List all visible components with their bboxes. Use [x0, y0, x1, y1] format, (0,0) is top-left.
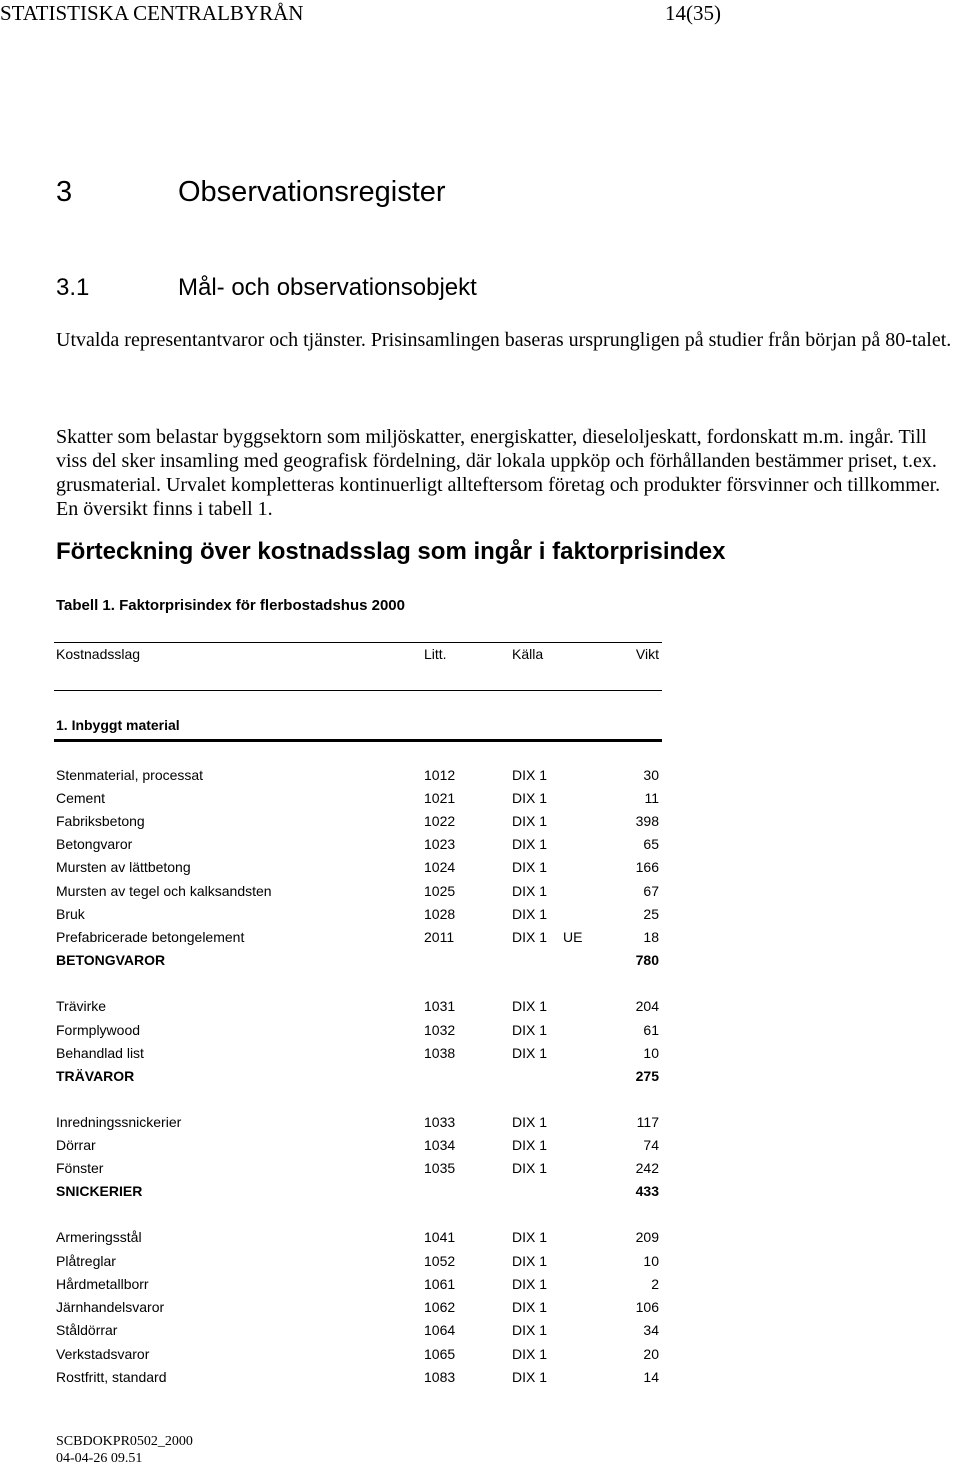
cell-kalla: DIX 1: [512, 1322, 548, 1338]
cell-kalla: DIX 1: [512, 767, 548, 783]
cell-kalla: DIX 1: [512, 813, 548, 829]
subtotal-row: [0, 1068, 700, 1088]
cell-vikt: 433: [635, 1183, 659, 1199]
cell-kostnadsslag: SNICKERIER: [56, 1183, 143, 1199]
table-row: [0, 859, 700, 879]
table-caption: Tabell 1. Faktorprisindex för flerbostadshus 2000: [56, 597, 405, 614]
cell-kostnadsslag: Mursten av lättbetong: [56, 859, 191, 875]
cell-kalla: DIX 1: [512, 1369, 548, 1385]
cell-kostnadsslag: Rostfritt, standard: [56, 1369, 167, 1385]
cell-kostnadsslag: Formplywood: [56, 1022, 141, 1038]
table-header-row: [0, 646, 700, 666]
column-header-name: Kostnadsslag: [56, 646, 141, 662]
table-row: [0, 813, 700, 833]
cell-kostnadsslag: TRÄVAROR: [56, 1068, 135, 1084]
cell-litt: 1061: [424, 1276, 456, 1292]
cell-vikt: 117: [636, 1114, 659, 1130]
page-footer: [56, 1433, 193, 1467]
cell-note: UE: [563, 929, 583, 945]
table-row: [0, 1229, 700, 1249]
cell-litt: 1062: [424, 1299, 456, 1315]
cell-litt: 1064: [424, 1322, 456, 1338]
cell-kalla: DIX 1: [512, 790, 548, 806]
cell-kalla: DIX 1: [512, 1346, 548, 1362]
cell-vikt: 166: [635, 859, 659, 875]
cell-kalla: DIX 1: [512, 1253, 548, 1269]
cell-litt: 1021: [424, 790, 456, 806]
cell-litt: 1033: [424, 1114, 456, 1130]
cell-kostnadsslag: Hårdmetallborr: [56, 1276, 149, 1292]
cell-litt: 1023: [424, 836, 456, 852]
chapter-heading: [56, 176, 446, 209]
cell-kostnadsslag: Fönster: [56, 1160, 104, 1176]
paragraph: Utvalda representantvaror och tjänster. Prisinsamlingen baseras ursprungligen på studier från början på 80-talet.: [56, 329, 952, 351]
cell-vikt: 30: [643, 767, 659, 783]
cell-vikt: 34: [643, 1322, 659, 1338]
table-row: [0, 906, 700, 926]
cell-litt: 1025: [424, 883, 456, 899]
table-row: [0, 1253, 700, 1273]
table-row: [0, 883, 700, 903]
cell-kalla: DIX 1: [512, 1299, 548, 1315]
org-name: STATISTISKA CENTRALBYRÅN: [0, 1, 304, 25]
cell-litt: 1038: [424, 1045, 456, 1061]
cell-kalla: DIX 1: [512, 1022, 548, 1038]
table-row: [0, 1045, 700, 1065]
cell-vikt: 204: [635, 998, 659, 1014]
cell-vikt: 2: [651, 1276, 659, 1292]
table-row: [0, 836, 700, 856]
cell-kostnadsslag: Inredningssnickerier: [56, 1114, 182, 1130]
cell-vikt: 18: [643, 929, 659, 945]
table-section-rule: [54, 739, 662, 742]
table-row: [0, 1346, 700, 1366]
cell-vikt: 61: [643, 1022, 659, 1038]
cell-kostnadsslag: Bruk: [56, 906, 85, 922]
cell-litt: 1022: [424, 813, 456, 829]
cell-litt: 1028: [424, 906, 456, 922]
cell-kostnadsslag: Dörrar: [56, 1137, 96, 1153]
cell-kostnadsslag: Armeringsstål: [56, 1229, 142, 1245]
cell-vikt: 67: [643, 883, 659, 899]
table-row: [0, 1114, 700, 1134]
cell-vikt: 25: [643, 906, 659, 922]
cell-litt: 1024: [424, 859, 456, 875]
cell-vikt: 398: [635, 813, 659, 829]
table-row: [0, 1322, 700, 1342]
cell-kostnadsslag: Betongvaror: [56, 836, 133, 852]
cell-kostnadsslag: Cement: [56, 790, 106, 806]
cell-kostnadsslag: Prefabricerade betongelement: [56, 929, 245, 945]
document-date: 04-04-26 09.51: [56, 1451, 143, 1466]
chapter-title: Observationsregister: [178, 176, 446, 208]
cell-vikt: 11: [644, 790, 659, 806]
cell-vikt: 275: [635, 1068, 659, 1084]
cell-vikt: 106: [635, 1299, 659, 1315]
table-row: [0, 1160, 700, 1180]
cell-vikt: 10: [643, 1253, 659, 1269]
table-row: [0, 1299, 700, 1319]
cell-vikt: 242: [635, 1160, 659, 1176]
column-header-vikt: Vikt: [635, 646, 659, 662]
cell-kalla: DIX 1: [512, 1160, 548, 1176]
cell-kostnadsslag: BETONGVAROR: [56, 952, 166, 968]
table-row: [0, 929, 700, 949]
table-header-rule: [54, 690, 662, 691]
cell-vikt: 209: [635, 1229, 659, 1245]
section-heading: [56, 274, 477, 302]
document-id: SCBDOKPR0502_2000: [56, 1434, 193, 1449]
cell-litt: 1041: [424, 1229, 456, 1245]
cell-litt: 1034: [424, 1137, 456, 1153]
cell-kalla: DIX 1: [512, 883, 548, 899]
cell-kostnadsslag: Ståldörrar: [56, 1322, 118, 1338]
cell-kalla: DIX 1: [512, 906, 548, 922]
table-row: [0, 1137, 700, 1157]
cell-kalla: DIX 1: [512, 1045, 548, 1061]
table-top-rule: [54, 642, 662, 643]
table-row: [0, 1276, 700, 1296]
cell-vikt: 10: [643, 1045, 659, 1061]
cell-litt: 1052: [424, 1253, 456, 1269]
subtotal-row: [0, 952, 700, 972]
cell-kalla: DIX 1: [512, 1276, 548, 1292]
cell-kalla: DIX 1: [512, 1114, 548, 1130]
cell-litt: 1065: [424, 1346, 456, 1362]
cell-litt: 1083: [424, 1369, 456, 1385]
column-header-litt: Litt.: [424, 646, 447, 662]
paragraph: Skatter som belastar byggsektorn som miljöskatter, energiskatter, dieseloljeskatt, fordonskatt m.m. ingår. Till viss del sker insamling med geografisk fördelning, där lokala uppköp och förhållanden bestämmer priset, t.ex. grusmaterial. Urvalet kompletteras kontinuerligt allteftersom företag och produkter försvinner och tillkommer. En översikt finns i tabell 1.: [56, 426, 941, 520]
cell-vikt: 20: [643, 1346, 659, 1362]
cell-kostnadsslag: Trävirke: [56, 998, 107, 1014]
table-row: [0, 767, 700, 787]
section-number: 3.1: [56, 274, 90, 301]
cell-kalla: DIX 1: [512, 998, 548, 1014]
cell-kostnadsslag: Verkstadsvaror: [56, 1346, 150, 1362]
cell-kalla: DIX 1: [512, 929, 548, 945]
list-heading: Förteckning över kostnadsslag som ingår i faktorprisindex: [56, 538, 726, 565]
cell-kalla: DIX 1: [512, 836, 548, 852]
table-row: [0, 790, 700, 810]
cell-kostnadsslag: Stenmaterial, processat: [56, 767, 204, 783]
subtotal-row: [0, 1183, 700, 1203]
table-row: [0, 1369, 700, 1389]
cell-kalla: DIX 1: [512, 1229, 548, 1245]
table-row: [0, 998, 700, 1018]
page-number: 14(35): [665, 1, 721, 25]
cell-vikt: 65: [643, 836, 659, 852]
cell-litt: 2011: [424, 929, 455, 945]
cell-kostnadsslag: Fabriksbetong: [56, 813, 145, 829]
cell-kostnadsslag: Järnhandelsvaror: [56, 1299, 165, 1315]
cell-vikt: 780: [635, 952, 659, 968]
chapter-number: 3: [56, 176, 73, 208]
cell-kostnadsslag: Plåtreglar: [56, 1253, 116, 1269]
cell-vikt: 74: [643, 1137, 659, 1153]
column-header-kalla: Källa: [512, 646, 544, 662]
table-section-title: 1. Inbyggt material: [56, 717, 180, 733]
section-title: Mål- och observationsobjekt: [178, 274, 477, 301]
cell-kostnadsslag: Behandlad list: [56, 1045, 144, 1061]
table-row: [0, 1022, 700, 1042]
cell-litt: 1035: [424, 1160, 456, 1176]
cell-litt: 1032: [424, 1022, 456, 1038]
cell-kalla: DIX 1: [512, 1137, 548, 1153]
cell-litt: 1012: [424, 767, 456, 783]
cell-kostnadsslag: Mursten av tegel och kalksandsten: [56, 883, 272, 899]
cell-litt: 1031: [424, 998, 456, 1014]
cell-kalla: DIX 1: [512, 859, 548, 875]
cell-vikt: 14: [643, 1369, 659, 1385]
